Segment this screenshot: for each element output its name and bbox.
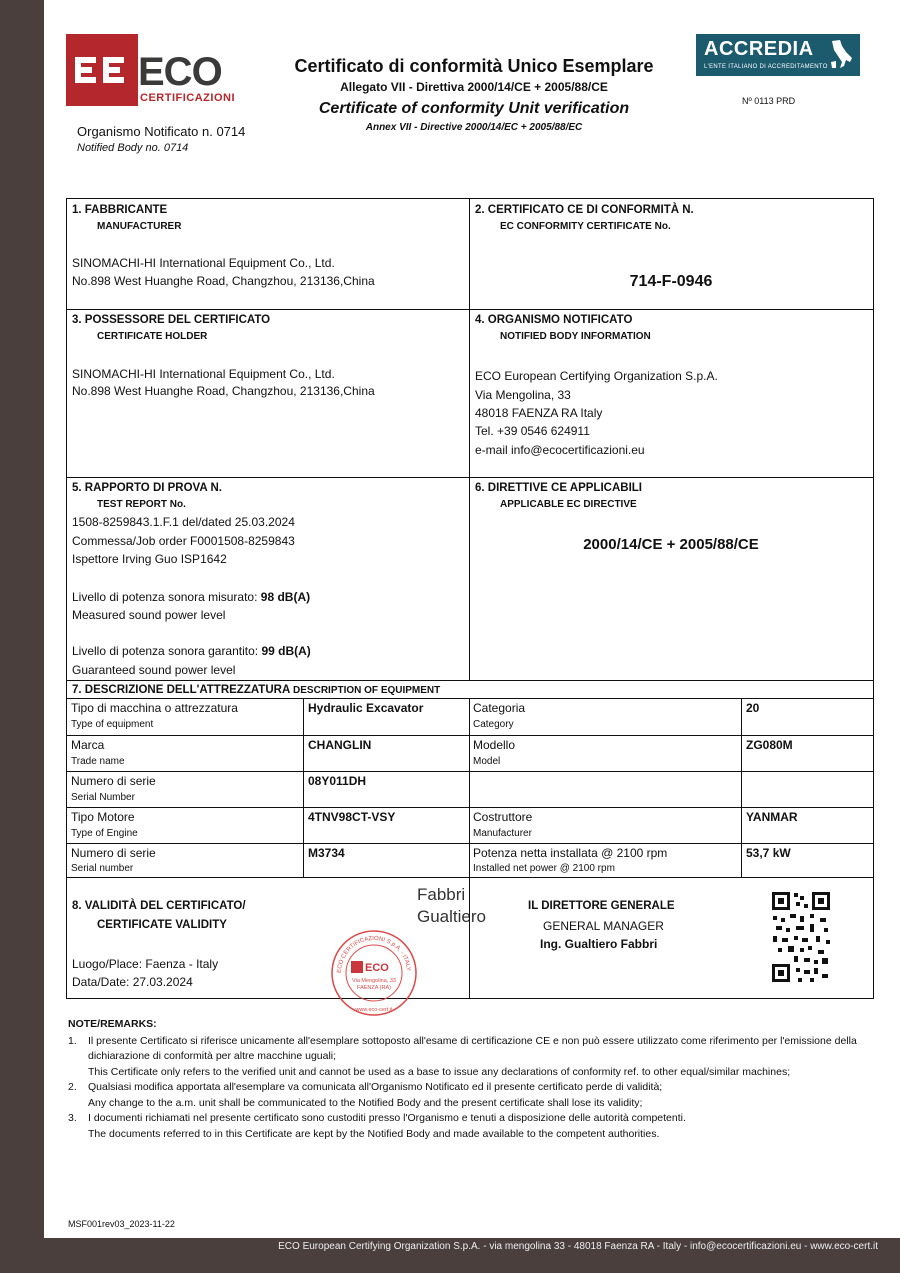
equipment-type-value: Hydraulic Excavator (308, 701, 424, 715)
section8-label: 8. VALIDITÀ DEL CERTIFICATO/ (72, 900, 246, 912)
eco-logo-mark (66, 34, 138, 106)
accredia-number: Nº 0113 PRD (742, 96, 796, 106)
signature: Fabbri Gualtiero (417, 885, 486, 926)
remarks-heading: NOTE/REMARKS: (68, 1018, 157, 1030)
section6-label-en: APPLICABLE EC DIRECTIVE (500, 499, 637, 510)
section4-label: 4. ORGANISMO NOTIFICATO (475, 314, 633, 326)
section1-label: 1. FABBRICANTE (72, 204, 168, 216)
measured-sound-level-en: Measured sound power level (72, 608, 226, 622)
section-certificate-holder (66, 309, 470, 478)
accredia-logo (696, 34, 860, 76)
place: Luogo/Place: Faenza - Italy (72, 957, 219, 971)
equipment-row: Tipo Motore Type of Engine 4TNV98CT-VSY Costruttore Manufacturer YANMAR (71, 810, 798, 839)
nb-street: Via Mengolina, 33 (475, 388, 571, 402)
logo-brand-text: ECO (138, 50, 222, 94)
guaranteed-sound-level: Livello di potenza sonora garantito: 99 dB(A) (72, 644, 311, 658)
job-order: Commessa/Job order F0001508-8259843 (72, 534, 295, 548)
nb-city: 48018 FAENZA RA Italy (475, 406, 603, 420)
remarks (68, 1017, 880, 1142)
measured-sound-level: Livello di potenza sonora misurato: 98 dB(A) (72, 590, 311, 604)
certificate-subtitle: Allegato VII - Direttiva 2000/14/CE + 2005/88/CE (340, 80, 608, 94)
section7-label: 7. DESCRIZIONE DELL'ATTREZZATURA DESCRIPTION OF EQUIPMENT (72, 684, 441, 696)
section-equipment (66, 680, 874, 878)
net-power-value: 53,7 kW (746, 846, 791, 860)
notified-body-number: Organismo Notificato n. 0714 (77, 124, 246, 139)
section3-label-en: CERTIFICATE HOLDER (97, 331, 208, 342)
equipment-row: Numero di serie Serial Number 08Y011DH (71, 774, 367, 803)
section4-label-en: NOTIFIED BODY INFORMATION (500, 331, 651, 342)
svg-text:www.eco-cert.it: www.eco-cert.it (355, 1007, 393, 1013)
notified-body-number-en: Notified Body no. 0714 (77, 142, 189, 154)
holder-name: SINOMACHI-HI International Equipment Co., Ltd. (72, 367, 335, 381)
director-name: Ing. Gualtiero Fabbri (540, 937, 658, 951)
inspector: Ispettore Irving Guo ISP1642 (72, 552, 227, 566)
accredia-name: ACCREDIA (704, 38, 814, 60)
qr-code-icon (770, 890, 832, 984)
section-notified-body (469, 309, 874, 478)
remark-item: 1. Il presente Certificato si riferisce unicamente all'esemplare sottoposto all'esame di certificazione CE e non può essere utilizzato come riferimento per l'emissione della dichiarazione di conformità per altre macchine uguali; This Certificate only refers to the verified unit and cannot be used as a base to issue any declarations of conformity ref. to other equal/similar machines; (68, 1034, 857, 1078)
certificate-title: Certificato di conformità Unico Esemplare (294, 56, 654, 76)
certificate-title-en: Certificate of conformity Unit verification (318, 100, 630, 117)
remark-item: 3. I documenti richiamati nel presente certificato sono custoditi presso l'Organismo e tenuti a disposizione delle autorità competenti. The documents referred to in this Certificate are kept by the Notified Body and made available to the competent authorities. (68, 1112, 686, 1140)
svg-text:ECO: ECO (365, 962, 389, 974)
director-title-en: GENERAL MANAGER (543, 919, 664, 933)
engine-type-value: 4TNV98CT-VSY (308, 810, 396, 824)
section8-label-en: CERTIFICATE VALIDITY (97, 919, 227, 931)
svg-text:ECO CERTIFICAZIONI S.p.A. - IT: ECO CERTIFICAZIONI S.p.A. - ITALY (336, 935, 411, 974)
section1-label-en: MANUFACTURER (97, 221, 182, 232)
section5-label: 5. RAPPORTO DI PROVA N. (72, 482, 222, 494)
logo-sub-text: CERTIFICAZIONI (140, 92, 235, 104)
equipment-row: Marca Trade name CHANGLIN Modello Model ZG080M (71, 738, 793, 767)
svg-text:FAENZA (RA): FAENZA (RA) (357, 985, 391, 991)
svg-text:Via Mengolina, 33: Via Mengolina, 33 (352, 978, 396, 984)
equipment-row: Numero di serie Serial number M3734 Potenza netta installata @ 2100 rpm Installed net power @ 2100 rpm 53,7 kW (71, 846, 791, 874)
trade-name-value: CHANGLIN (308, 738, 372, 752)
section3-label: 3. POSSESSORE DEL CERTIFICATO (72, 314, 271, 326)
director-title: IL DIRETTORE GENERALE (528, 900, 675, 912)
section5-label-en: TEST REPORT No. (97, 499, 186, 510)
directive-value: 2000/14/CE + 2005/88/CE (583, 536, 759, 553)
section-validity (66, 877, 486, 1013)
section-certificate-number (469, 198, 874, 310)
equipment-row: Tipo di macchina o attrezzatura Type of equipment Hydraulic Excavator Categoria Category 20 (71, 701, 760, 730)
eco-logo (66, 34, 250, 108)
section2-label-en: EC CONFORMITY CERTIFICATE No. (500, 221, 671, 232)
nb-name: ECO European Certifying Organization S.p.A. (475, 369, 718, 383)
footer-text: ECO European Certifying Organization S.p.A. - via mengolina 33 - 48018 Faenza RA - Italy - info@ecocertificazioni.eu - www.eco-cert.it (278, 1241, 878, 1252)
nb-email: e-mail info@ecocertificazioni.eu (475, 443, 645, 457)
italy-map-icon (828, 38, 854, 72)
company-stamp (329, 928, 419, 1018)
holder-address: No.898 West Huanghe Road, Changzhou, 213136,China (72, 384, 375, 398)
section-director (469, 877, 874, 999)
section6-label: 6. DIRETTIVE CE APPLICABILI (475, 482, 642, 494)
section-manufacturer (66, 198, 470, 310)
certificate-page (44, 0, 900, 1238)
certificate-subtitle-en: Annex VII - Directive 2000/14/EC + 2005/88/EC (365, 122, 583, 133)
nb-phone: Tel. +39 0546 624911 (475, 424, 590, 438)
remark-item: 2. Qualsiasi modifica apportata all'esemplare va comunicata all'Organismo Notificato ed il presente certificato perde di validità; Any change to the a.m. unit shall be communicated to the Notified Body and the present certificate shall lose its validity; (68, 1081, 663, 1109)
certificate-number: 714-F-0946 (629, 273, 713, 290)
left-border-bar (0, 0, 44, 1273)
serial-number-value: 08Y011DH (308, 774, 367, 788)
guaranteed-sound-level-en: Guaranteed sound power level (72, 663, 236, 677)
date: Data/Date: 27.03.2024 (72, 975, 193, 989)
engine-serial-value: M3734 (308, 846, 345, 860)
section2-label: 2. CERTIFICATO CE DI CONFORMITÀ N. (475, 204, 694, 216)
section-test-report (66, 477, 470, 681)
engine-manufacturer-value: YANMAR (746, 810, 798, 824)
form-code: MSF001rev03_2023-11-22 (68, 1219, 175, 1229)
manufacturer-address: No.898 West Huanghe Road, Changzhou, 213136,China (72, 274, 375, 288)
model-value: ZG080M (746, 738, 793, 752)
test-report-number: 1508-8259843.1.F.1 del/dated 25.03.2024 (72, 515, 295, 529)
category-value: 20 (746, 701, 760, 715)
manufacturer-name: SINOMACHI-HI International Equipment Co., Ltd. (72, 256, 335, 270)
accredia-subtitle: L'ENTE ITALIANO DI ACCREDITAMENTO (704, 64, 828, 70)
section-directives (469, 477, 874, 681)
